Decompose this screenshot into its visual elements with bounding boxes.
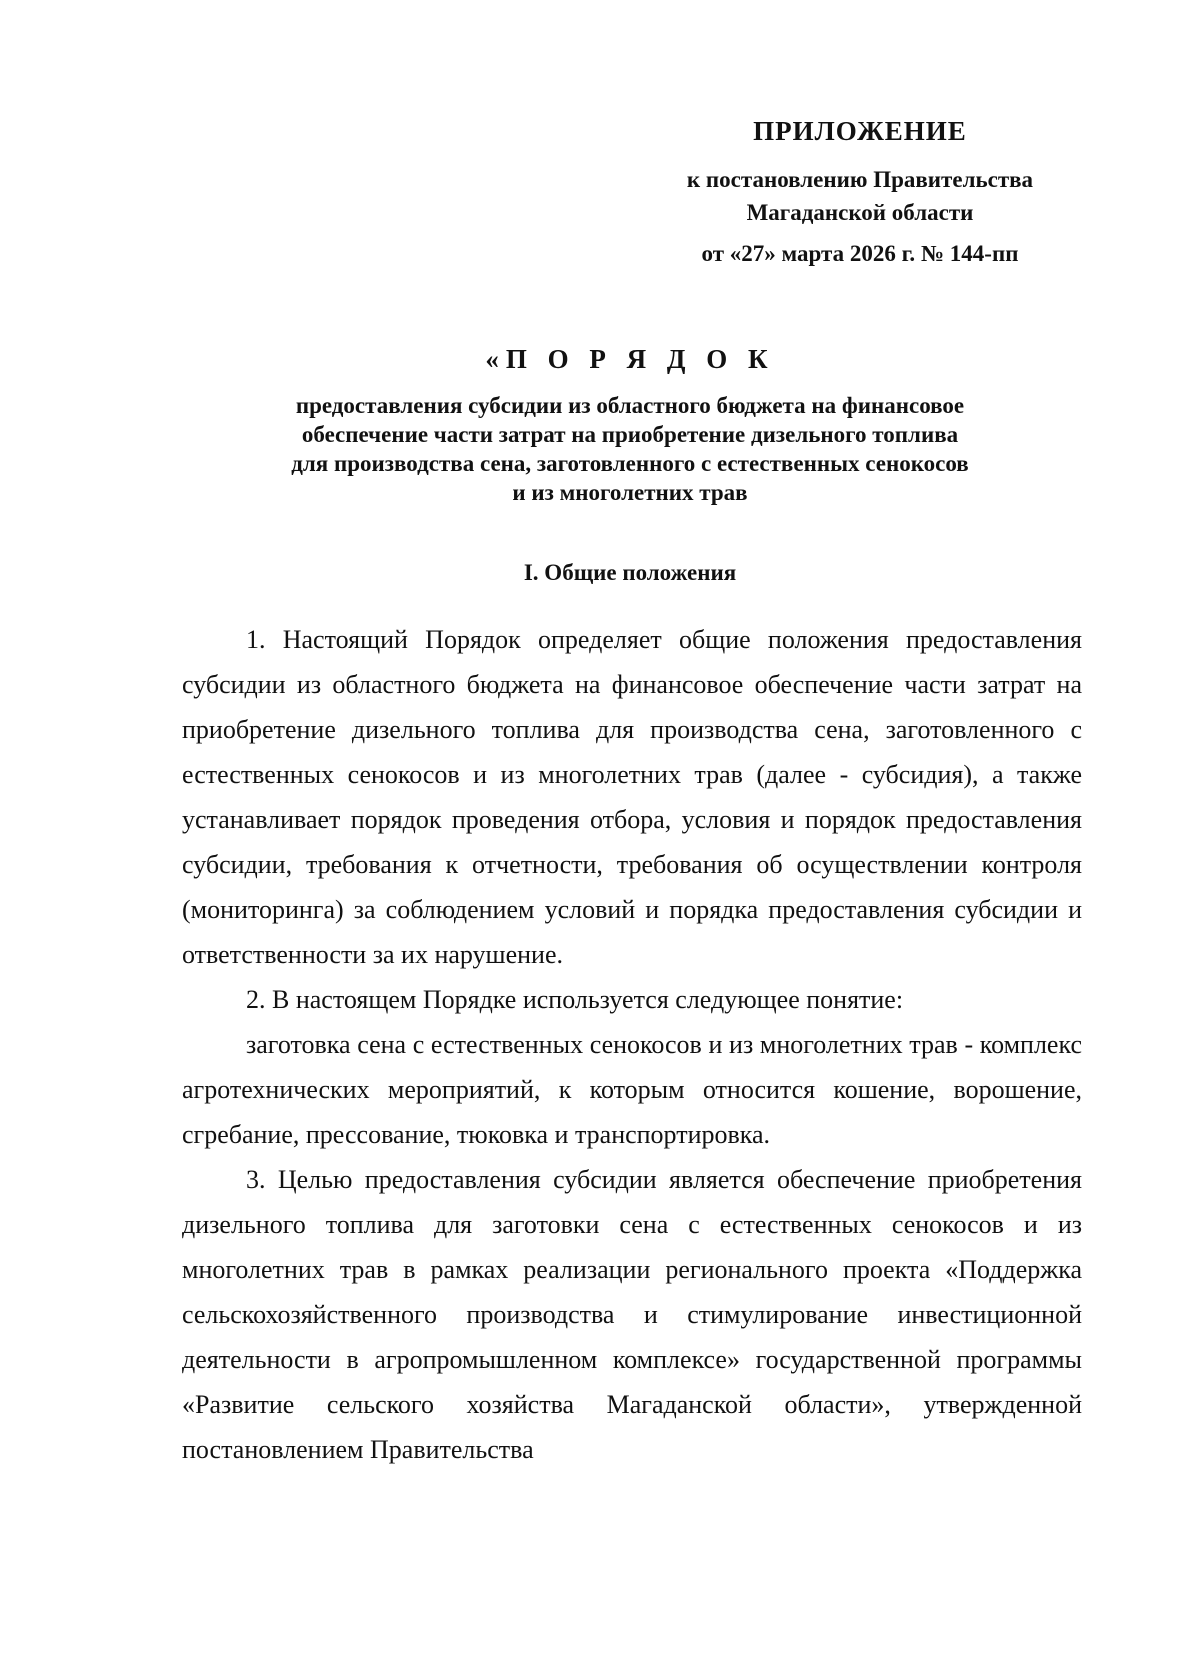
document-subtitle-line: и из многолетних трав xyxy=(512,480,748,505)
document-body xyxy=(182,617,1082,1472)
paragraph-2: 2. В настоящем Порядке используется следующее понятие: xyxy=(246,985,904,1014)
appendix-resolution-line: к постановлению Правительства xyxy=(686,167,1034,192)
document-subtitle-line: предоставления субсидии из областного бюджета на финансовое xyxy=(295,393,965,418)
appendix-region-line: Магаданской области xyxy=(746,200,974,225)
appendix-date-line: от «27» марта 2026 г. № 144-пп xyxy=(701,241,1019,266)
document-title-block xyxy=(150,344,1110,507)
paragraph-2-definition: заготовка сена с естественных сенокосов и из многолетних трав - комплекс агротехнических мероприятий, к которым относится кошение, ворошение, сгребание, прессование, тюковка и транспортировка. xyxy=(182,1030,1082,1149)
appendix-title: ПРИЛОЖЕНИЕ xyxy=(753,116,967,146)
document-title: «П О Р Я Д О К xyxy=(485,344,775,374)
document-subtitle-line: для производства сена, заготовленного с естественных сенокосов xyxy=(291,451,969,476)
paragraph-1: 1. Настоящий Порядок определяет общие положения предоставления субсидии из областного бюджета на финансовое обеспечение части затрат на приобретение дизельного топлива для производства сена, заготовленного с естественных сенокосов и из многолетних трав (далее - субсидия), а также устанавливает порядок проведения отбора, условия и порядок предоставления субсидии, требования к отчетности, требования об осуществлении контроля (мониторинга) за соблюдением условий и порядка предоставления субсидии и ответственности за их нарушение. xyxy=(182,625,1082,969)
section-heading: I. Общие положения xyxy=(523,560,737,585)
document-subtitle-line: обеспечение части затрат на приобретение дизельного топлива xyxy=(301,422,959,447)
paragraph-3: 3. Целью предоставления субсидии является обеспечение приобретения дизельного топлива для заготовки сена с естественных сенокосов и из многолетних трав в рамках реализации регионального проекта «Поддержка сельскохозяйственного производства и стимулирование инвестиционной деятельности в агропромышленном комплексе» государственной программы «Развитие сельского хозяйства Магаданской области», утвержденной постановлением Правительства xyxy=(182,1165,1082,1464)
appendix-header xyxy=(640,116,1080,267)
